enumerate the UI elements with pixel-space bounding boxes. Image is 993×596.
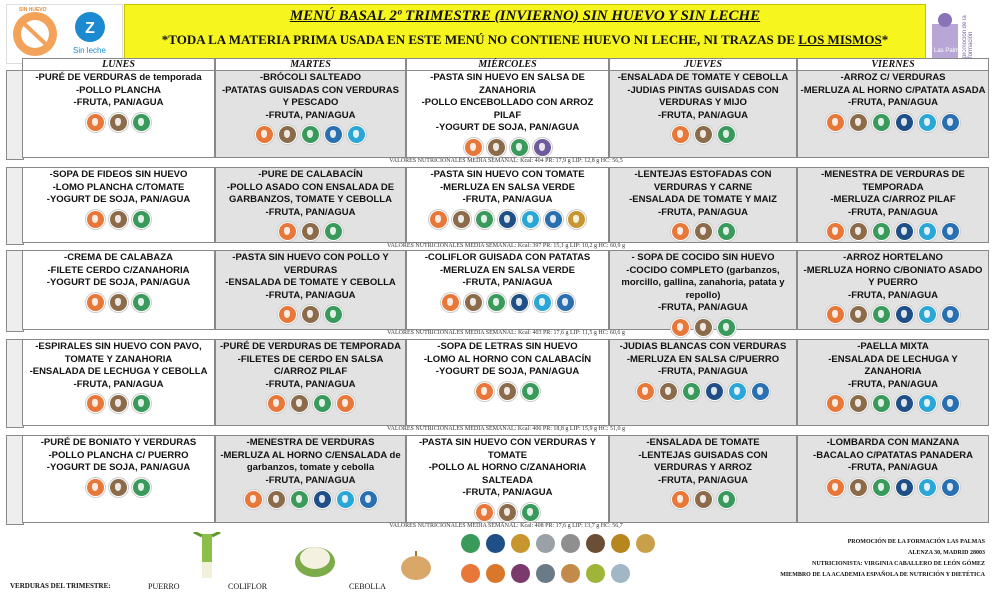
dish-line: -COCIDO COMPLETO (garbanzos, morcillo, gallina, zanahoria, patata y repollo) [621,264,785,301]
menu-cell [22,167,215,243]
menu-cell [215,250,406,330]
allergen-icons [800,478,986,497]
dish-line: -FILETES DE CERDO EN SALSA C/ARROZ PILAF [237,353,384,377]
allergen-icon [941,113,960,132]
nutrition-values: VALORES NUTRICIONALES MEDIA SEMANAL: Kcal: 403 PR: 17,6 g LIP: 11,5 g HC: 60,6 g [387,330,625,336]
allergen-icon [510,293,529,312]
dish-line: -ARROZ HORTELANO [843,252,943,263]
allergen-icons [409,293,606,312]
allergen-icons [409,382,606,401]
allergen-icon [109,210,128,229]
allergen-icon [498,503,517,522]
allergen-icon [132,478,151,497]
allergen-icon [267,394,286,413]
menu-cell [609,250,797,330]
menu-cell [609,435,797,523]
subtitle-text: *TODA LA MATERIA PRIMA USADA EN ESTE MENÚ NO CONTIENE HUEVO NI LECHE, NI TRAZAS DE [161,32,799,47]
dish-line: -ENSALADA DE TOMATE Y MAIZ [629,194,777,205]
dish-line: -POLLO PLANCHA C/ PUERRO [48,449,189,461]
dish-line: -MERLUZA EN SALSA C/PUERRO [626,353,780,365]
page-title: MENÚ BASAL 2º TRIMESTRE (INVIERNO) SIN HUEVO Y SIN LECHE [289,8,761,24]
dish-line: -FRUTA, PAN/AGUA [848,97,938,108]
las-palmas-text: promoción de la formación [962,15,974,58]
dish-line: -FRUTA, PAN/AGUA [462,277,553,288]
allergen-icon [244,490,263,509]
allergen-icon [941,222,960,241]
allergen-icons [218,394,403,413]
allergen-icon [278,125,297,144]
dish-line: -MERLUZA AL HORNO C/PATATA ASADA [800,84,986,96]
dish-line: -POLLO ASADO CON ENSALADA DE GARBANZOS, TOMATE Y CEBOLLA [226,181,395,205]
allergen-icons [800,394,986,413]
dish-line: -POLLO PLANCHA [76,84,161,96]
menu-cell [609,339,797,426]
allergen-icon [826,478,845,497]
menu-cell [797,70,989,158]
legend-allergen-icon [511,564,530,583]
allergen-icon [336,394,355,413]
allergen-icon [278,222,297,241]
allergen-icon [521,382,540,401]
dish-line: -FRUTA, PAN/AGUA [848,378,938,390]
dish-line: -LENTEJAS GUISADAS CON VERDURAS Y ARROZ [638,449,768,473]
dish-line: -FRUTA, PAN/AGUA [265,109,356,121]
dish-line: -ENSALADA DE TOMATE Y CEBOLLA [225,277,396,288]
dish-line: -FRUTA, PAN/AGUA [462,194,553,205]
credit-line: PROMOCIÓN DE LA FORMACIÓN LAS PALMAS [847,539,985,545]
menu-cell [406,167,609,243]
nutrition-values: VALORES NUTRICIONALES MEDIA SEMANAL: Kcal: 404 PR: 17,9 g LIP: 12,8 g HC: 56,5 [389,158,623,164]
allergen-icons [612,222,794,241]
page-subtitle [125,32,925,48]
allergen-icon [86,394,105,413]
onion-icon [396,550,436,582]
menu-cell [797,435,989,523]
allergen-icons [800,305,986,324]
allergen-icon [872,478,891,497]
allergen-icon [109,293,128,312]
dish-line: -FRUTA, PAN/AGUA [265,474,356,486]
allergen-icon [301,222,320,241]
day-header-1: MARTES [215,58,406,72]
title-banner [124,4,926,64]
allergen-icon [826,113,845,132]
allergen-icon [705,382,724,401]
allergen-icons [612,125,794,144]
legend-allergen-icon [461,534,480,553]
allergen-icon [359,490,378,509]
allergen-icon [487,293,506,312]
legend-allergen-icon [561,564,580,583]
allergen-icon [895,478,914,497]
allergen-icon [86,478,105,497]
legend-allergen-icon [511,534,530,553]
allergen-icon [132,293,151,312]
allergen-icon [510,138,529,157]
menu-cell [609,167,797,243]
legend-allergen-icon [486,534,505,553]
dish-line: -FILETE CERDO C/ZANAHORIA [47,264,190,276]
menu-cell [406,339,609,426]
dish-line: -LOMO PLANCHA C/TOMATE [52,181,185,193]
allergen-icon [313,394,332,413]
dish-line: -BRÓCOLI SALTEADO [259,72,362,83]
dish-line: -FRUTA, PAN/AGUA [265,206,356,218]
cauliflower-icon [290,540,340,582]
menu-cell [215,70,406,158]
cebolla-image [396,550,436,587]
menu-cell [22,339,215,426]
allergen-icon [671,125,690,144]
verduras-label: VERDURAS DEL TRIMESTRE: [10,582,111,590]
dish-line: -SOPA DE FIDEOS SIN HUEVO [49,169,188,180]
allergen-icons [409,210,606,229]
allergen-icon [86,293,105,312]
allergen-icon [872,113,891,132]
dish-line: -LOMO AL HORNO CON CALABACÍN [423,353,592,365]
allergen-icon [464,293,483,312]
menu-cell [609,70,797,158]
dish-line: -PASTA SIN HUEVO CON POLLO Y VERDURAS [232,252,389,276]
allergen-icon [895,113,914,132]
dish-line: -JUDIAS PINTAS GUISADAS CON VERDURAS Y MIJO [627,84,779,108]
allergen-icon [849,113,868,132]
nutrition-values: VALORES NUTRICIONALES MEDIA SEMANAL: Kcal: 408 PR: 17,6 g LIP: 13,7 g HC: 56,7 [389,523,623,529]
allergen-icon [132,210,151,229]
menu-cell [22,70,215,158]
allergen-icon [109,478,128,497]
allergen-icon [918,394,937,413]
allergen-icon [895,394,914,413]
dish-line: -FRUTA, PAN/AGUA [848,462,938,473]
legend-allergen-icon [536,534,555,553]
menu-cell [215,167,406,243]
allergen-icons [218,125,403,144]
dish-line: -YOGURT DE SOJA, PAN/AGUA [435,122,580,133]
credit-line: ALENZA 30, MADRID 28003 [907,550,985,556]
allergen-icons [218,490,403,509]
menu-cell [406,250,609,330]
dish-line: - SOPA DE COCIDO SIN HUEVO [631,252,775,263]
allergen-icon [301,125,320,144]
dish-line: -YOGURT DE SOJA, PAN/AGUA [46,462,191,473]
allergen-icon [533,138,552,157]
allergen-icon [659,382,678,401]
dish-line: -FRUTA, PAN/AGUA [462,487,553,498]
dish-line: -PURE DE CALABACÍN [258,169,363,180]
legend-allergen-icon [586,564,605,583]
allergen-icon [109,113,128,132]
allergen-icon [452,210,471,229]
allergen-icon [290,394,309,413]
allergen-icon [521,210,540,229]
allergen-icon [728,382,747,401]
dish-line: -SOPA DE LETRAS SIN HUEVO [437,341,578,352]
allergen-icon [324,305,343,324]
allergen-icon [918,478,937,497]
allergen-icon [475,382,494,401]
legend-allergen-icon [536,564,555,583]
allergen-icon [849,394,868,413]
veg-cebolla: CEBOLLA [349,582,386,591]
allergen-icons [800,113,986,132]
allergen-icon [895,222,914,241]
allergen-icons [25,113,212,132]
dish-line: -PASTA SIN HUEVO CON VERDURAS Y TOMATE [418,437,596,461]
veg-puerro: PUERRO [148,582,180,591]
day-header-0: LUNES [22,58,215,72]
allergen-icon [941,394,960,413]
allergen-icons [25,210,212,229]
legend-allergen-icon [586,534,605,553]
veg-coliflor: COLIFLOR [228,582,268,591]
allergen-icon [751,382,770,401]
dish-line: -YOGURT DE SOJA, PAN/AGUA [46,277,191,288]
menu-cell [406,70,609,158]
menu-cell [215,435,406,523]
logo-sin-huevo-label: SIN HUEVO [19,7,47,13]
allergen-icon [872,394,891,413]
dish-line: -ENSALADA DE LECHUGA Y CEBOLLA [29,366,208,377]
allergen-icons [612,490,794,509]
allergen-icon [694,490,713,509]
allergen-icons [409,138,606,157]
allergen-icons [218,222,403,241]
allergen-icon [671,222,690,241]
allergen-icon [918,222,937,241]
menu-cell [797,167,989,243]
dish-line: -YOGURT DE SOJA, PAN/AGUA [435,366,580,377]
dish-line: -FRUTA, PAN/AGUA [73,97,164,108]
dish-line: -FRUTA, PAN/AGUA [658,206,748,218]
allergen-icon [336,490,355,509]
menu-cell [215,339,406,426]
dish-line: -FRUTA, PAN/AGUA [265,378,356,390]
allergen-icon [475,503,494,522]
allergen-icon [301,305,320,324]
dish-line: -FRUTA, PAN/AGUA [658,302,748,313]
dish-line: -JUDIAS BLANCAS CON VERDURAS [619,341,787,352]
dish-line: -MERLUZA AL HORNO C/ENSALADA de garbanzos, tomate y cebolla [220,449,401,473]
dish-line: -MERLUZA HORNO C/BONIATO ASADO Y PUERRO [803,264,983,288]
menu-cell [797,250,989,330]
allergen-icons [612,382,794,401]
dish-line: -MERLUZA EN SALSA VERDE [440,264,575,276]
dish-line: -LENTEJAS ESTOFADAS CON VERDURAS Y CARNE [634,169,772,193]
allergen-icon [313,490,332,509]
allergen-icon [941,305,960,324]
svg-text:Z: Z [85,20,95,37]
allergen-icon [918,113,937,132]
dish-line: -PURÉ DE BONIATO Y VERDURAS [40,437,197,448]
dish-line: -PATATAS GUISADAS CON VERDURAS Y PESCADO [222,84,399,108]
dish-line: -ENSALADA DE TOMATE [646,437,760,448]
allergen-icons [25,293,212,312]
allergen-legend [458,534,698,594]
legend-allergen-icon [611,564,630,583]
allergen-icon [567,210,586,229]
allergen-icon [717,490,736,509]
allergen-icons [218,305,403,324]
allergen-icon [441,293,460,312]
allergen-icon [636,382,655,401]
dish-line: -POLLO ENCEBOLLADO CON ARROZ PILAF [421,97,594,121]
coliflor-image [290,540,340,587]
allergen-icon [132,113,151,132]
footer-credits [715,537,985,581]
allergen-icon [694,125,713,144]
leek-icon [188,532,228,582]
allergen-icon [872,305,891,324]
allergen-icon [324,222,343,241]
allergen-icon [464,138,483,157]
dish-line: -FRUTA, PAN/AGUA [848,289,938,301]
allergen-icon [895,305,914,324]
allergen-icons [409,503,606,522]
allergen-icon [86,113,105,132]
allergen-icon [849,222,868,241]
allergen-icon [475,210,494,229]
allergen-icon [267,490,286,509]
allergen-icon [694,222,713,241]
menu-cell [22,435,215,523]
dish-line: -ARROZ C/ VERDURAS [840,72,946,83]
allergen-icon [498,210,517,229]
legend-allergen-icon [486,564,505,583]
allergen-icon [826,222,845,241]
dish-line: -MERLUZA EN SALSA VERDE [440,181,575,193]
dish-line: -PASTA SIN HUEVO EN SALSA DE ZANAHORIA [430,72,585,96]
allergen-icon [86,210,105,229]
logo-las-palmas [928,4,988,62]
dish-line: -CREMA DE CALABAZA [64,252,173,263]
allergen-icon [556,293,575,312]
subtitle-end: * [881,32,889,47]
allergen-icon [487,138,506,157]
dish-line: -PURÉ DE VERDURAS DE TEMPORADA [219,341,402,352]
allergen-icon [826,394,845,413]
legend-allergen-icon [611,534,630,553]
dish-line: -COLIFLOR GUISADA CON PATATAS [424,252,591,263]
dish-line: -FRUTA, PAN/AGUA [73,378,164,390]
allergen-icon [533,293,552,312]
allergen-icon [132,394,151,413]
allergen-icon [255,125,274,144]
dish-line: -POLLO AL HORNO C/ZANAHORIA SALTEADA [428,462,587,486]
dish-line: -FRUTA, PAN/AGUA [265,289,356,301]
dish-line: -PASTA SIN HUEVO CON TOMATE [430,169,585,180]
dish-line: -MERLUZA C/ARROZ PILAF [830,194,956,205]
allergen-icon [682,382,701,401]
allergen-icon [849,478,868,497]
menu-cell [797,339,989,426]
day-header-3: JUEVES [609,58,797,72]
allergen-icon [324,125,343,144]
dish-line: -PAELLA MIXTA [857,341,929,352]
legend-allergen-icon [561,534,580,553]
allergen-icon [347,125,366,144]
allergen-icon [109,394,128,413]
day-header-2: MIÉRCOLES [406,58,609,72]
logo-sin-huevo-sin-leche [6,4,123,64]
allergen-icon [498,382,517,401]
allergen-icon [429,210,448,229]
allergen-icons [25,478,212,497]
credit-line: NUTRICIONISTA: VIRGINIA CABALLERO DE LEÓN GÓMEZ [812,561,985,567]
dish-line: -FRUTA, PAN/AGUA [658,109,748,121]
dish-line: -FRUTA, PAN/AGUA [658,366,748,377]
dish-line: -MENESTRA DE VERDURAS [246,437,375,448]
dish-line: -ENSALADA DE LECHUGA Y ZANAHORIA [828,353,958,377]
dish-line: -YOGURT DE SOJA, PAN/AGUA [46,194,191,205]
allergen-icon [826,305,845,324]
menu-cell [406,435,609,523]
dish-line: -LOMBARDA CON MANZANA [826,437,960,448]
credit-line: MIEMBRO DE LA ACADEMIA ESPAÑOLA DE NUTRICIÓN Y DIETÉTICA [780,572,985,578]
day-header-4: VIERNES [797,58,989,72]
allergen-icon [849,305,868,324]
dish-line: -BACALAO C/PATATAS PANADERA [813,449,973,461]
allergen-icon [671,490,690,509]
puerro-image [188,532,228,587]
allergen-icon [872,222,891,241]
legend-allergen-icon [461,564,480,583]
allergen-icon [521,503,540,522]
allergen-icon [918,305,937,324]
nutrition-values: VALORES NUTRICIONALES MEDIA SEMANAL: Kcal: 397 PR: 15,1 g LIP: 10,2 g HC: 60,9 g [386,243,626,249]
legend-allergen-icon [636,534,655,553]
allergen-icon [717,125,736,144]
subtitle-underlined: LOS MISMOS [798,32,882,47]
dish-line: -PURÉ DE VERDURAS de temporada [35,72,202,83]
allergen-icon [941,478,960,497]
logo-sin-leche-label: Sin leche [73,46,106,55]
allergen-icon [544,210,563,229]
dish-line: -ENSALADA DE TOMATE Y CEBOLLA [617,72,789,83]
nutrition-values: VALORES NUTRICIONALES MEDIA SEMANAL: Kcal: 406 PR: 18,8 g LIP: 15,9 g HC: 51,0 g [386,426,626,432]
dish-line: -ESPIRALES SIN HUEVO CON PAVO, TOMATE Y ZANAHORIA [35,341,202,365]
allergen-icons [800,222,986,241]
dish-line: -FRUTA, PAN/AGUA [848,206,938,218]
allergen-icon [278,305,297,324]
las-palmas-sub: Las Palmas [934,48,966,54]
allergen-icon [717,222,736,241]
dish-line: -FRUTA, PAN/AGUA [658,474,748,486]
allergen-icons [25,394,212,413]
dish-line: -MENESTRA DE VERDURAS DE TEMPORADA [821,169,965,193]
allergen-icon [290,490,309,509]
menu-cell [22,250,215,330]
